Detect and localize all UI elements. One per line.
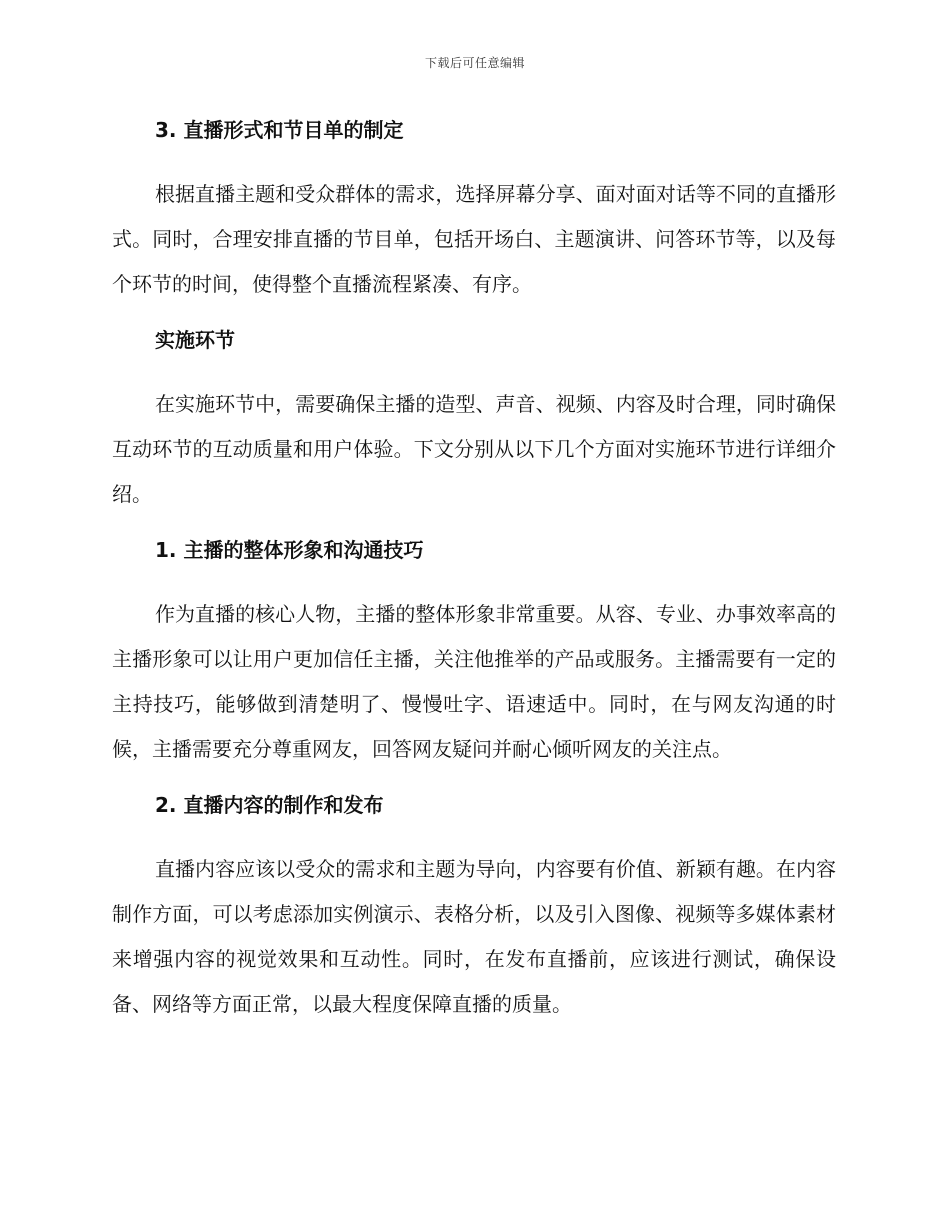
section-paragraph-program-format: 根据直播主题和受众群体的需求，选择屏幕分享、面对面对话等不同的直播形式。同时，合理安排直播的节目单，包括开场白、主题演讲、问答环节等，以及每个环节的时间，使得整个直播流程紧凑、有序。 — [112, 182, 836, 296]
document-body — [112, 114, 836, 1027]
section-paragraph-host-image: 作为直播的核心人物，主播的整体形象非常重要。从容、专业、办事效率高的主播形象可以让用户更加信任主播，关注他推举的产品或服务。主播需要有一定的主持技巧，能够做到清楚明了、慢慢吐字、语速适中。同时，在与网友沟通的时候，主播需要充分尊重网友，回答网友疑问并耐心倾听网友的关注点。 — [112, 602, 836, 761]
page-header: 下载后可任意编辑 — [424, 56, 525, 70]
section-paragraph-implementation: 在实施环节中，需要确保主播的造型、声音、视频、内容及时合理，同时确保互动环节的互动质量和用户体验。下文分别从以下几个方面对实施环节进行详细介绍。 — [112, 392, 836, 506]
section-heading-content-production: 2. 直播内容的制作和发布 — [155, 793, 384, 817]
section-heading-implementation: 实施环节 — [155, 328, 235, 352]
section-paragraph-content-production: 直播内容应该以受众的需求和主题为导向，内容要有价值、新颖有趣。在内容制作方面，可以考虑添加实例演示、表格分析，以及引入图像、视频等多媒体素材来增强内容的视觉效果和互动性。同时，在发布直播前，应该进行测试，确保设备、网络等方面正常，以最大程度保障直播的质量。 — [112, 857, 836, 1016]
section-heading-host-image: 1. 主播的整体形象和沟通技巧 — [155, 538, 424, 562]
section-heading-program-format: 3. 直播形式和节目单的制定 — [155, 118, 404, 142]
